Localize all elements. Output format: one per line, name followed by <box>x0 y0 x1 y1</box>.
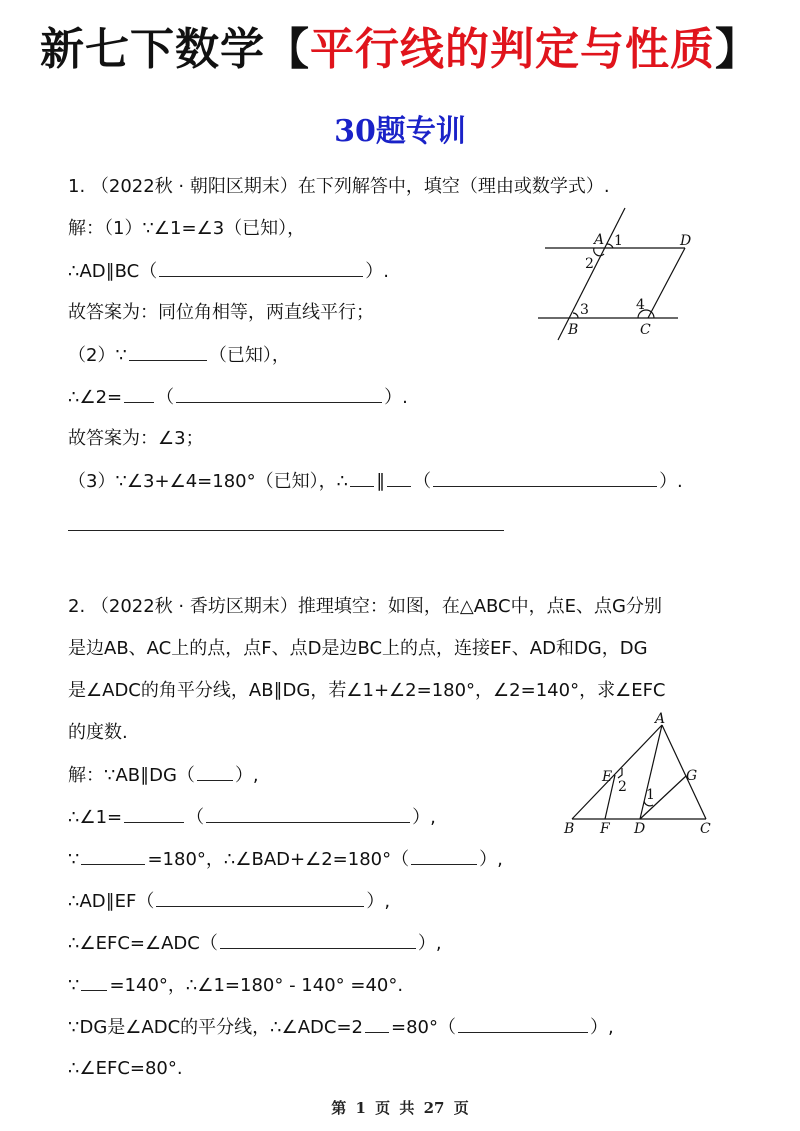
p2-line-2-end: ）, <box>412 807 436 828</box>
figure2-label-1: 1 <box>646 787 655 803</box>
p2-answer-blank-7[interactable] <box>220 930 416 949</box>
p1-answer-blank-reason-2[interactable] <box>176 384 382 403</box>
p2-answer-blank-3[interactable] <box>206 804 410 823</box>
problem2-stem-3: 是∠ADC的角平分线，AB∥DG，若∠1+∠2=180°，∠2=140°，求∠EFC <box>68 680 666 701</box>
p2-answer-blank-9[interactable] <box>365 1014 389 1033</box>
p2-answer-blank-5[interactable] <box>411 846 477 865</box>
p2-line-5 <box>68 930 442 957</box>
p2-line-2 <box>68 804 436 831</box>
p1-line-7-mid: （ <box>413 471 432 492</box>
problem2-triangle-figure <box>550 705 730 840</box>
p1-line-7-text: （3）∵∠3+∠4=180°（已知），∴ <box>68 471 349 492</box>
p2-line-1-text: 解：∵AB∥DG（ <box>68 765 195 786</box>
p1-answer-blank-reason-3[interactable] <box>433 468 657 487</box>
p1-line-4 <box>68 342 290 369</box>
p2-line-6-text: ∵ <box>68 975 80 996</box>
p2-line-6 <box>68 972 403 999</box>
p1-line-5 <box>68 384 408 411</box>
p1-answer-blank-angle[interactable] <box>124 384 154 403</box>
figure1-label-1: 1 <box>614 233 623 249</box>
p1-parallel-sign: ∥ <box>376 471 386 492</box>
problem1-stem: 1. （2022秋 · 朝阳区期末）在下列解答中，填空（理由或数学式）. <box>68 176 610 197</box>
figure1-label-C: C <box>640 322 651 338</box>
figure1-label-A: A <box>594 232 605 248</box>
p2-line-5-end: ）, <box>417 933 442 954</box>
figure2-label-G: G <box>686 768 698 784</box>
p1-line-2 <box>68 258 389 285</box>
figure1-label-4: 4 <box>636 297 645 313</box>
figure1-label-3: 3 <box>580 302 589 318</box>
problem2-stem-1: 2. （2022秋 · 香坊区期末）推理填空：如图，在△ABC中，点E、点G分别 <box>68 596 662 617</box>
figure2-label-B: B <box>564 821 575 837</box>
p2-line-4 <box>68 888 390 915</box>
problem2-stem-4: 的度数. <box>68 722 128 743</box>
p2-line-2-text: ∴∠1= <box>68 807 123 828</box>
problem2-stem-2: 是边AB、AC上的点，点F、点D是边BC上的点，连接EF、AD和DG，DG <box>68 638 648 659</box>
p2-answer-blank-8[interactable] <box>81 972 107 991</box>
figure2-label-C: C <box>700 821 711 837</box>
p1-line-2-end: ）. <box>365 261 389 282</box>
p2-answer-blank-6[interactable] <box>156 888 364 907</box>
p2-line-3-mid: =180°，∴∠BAD+∠2=180°（ <box>147 849 410 870</box>
p1-line-5-mid: （ <box>156 387 175 408</box>
p2-line-3-text: ∵ <box>68 849 80 870</box>
document-subtitle: 30题专训 <box>334 114 466 149</box>
p2-line-3 <box>68 846 503 873</box>
p2-answer-blank-10[interactable] <box>458 1014 588 1033</box>
p2-line-5-text: ∴∠EFC=∠ADC（ <box>68 933 218 954</box>
figure1-label-D: D <box>680 233 692 249</box>
p1-answer-blank-given-2[interactable] <box>129 342 207 361</box>
p2-line-6-end: =140°，∴∠1=180° - 140° =40°. <box>109 975 404 996</box>
p1-line-4-end: （已知）， <box>208 345 290 366</box>
p1-answer-blank-line-1[interactable] <box>350 468 374 487</box>
p2-line-7 <box>68 1014 614 1041</box>
p2-line-8: ∴∠EFC=80°. <box>68 1058 183 1079</box>
p2-line-4-text: ∴AD∥EF（ <box>68 891 155 912</box>
p1-answer-blank-continuation[interactable] <box>68 530 504 531</box>
p2-answer-blank-1[interactable] <box>197 762 233 781</box>
p1-line-2-text: ∴AD∥BC（ <box>68 261 158 282</box>
p1-line-5-end: ）. <box>384 387 408 408</box>
p1-answer-blank-reason-1[interactable] <box>159 258 363 277</box>
p2-line-7-end: ）, <box>590 1017 614 1038</box>
p1-line-7 <box>68 468 683 495</box>
p2-answer-blank-2[interactable] <box>124 804 184 823</box>
figure1-label-B: B <box>568 322 579 338</box>
p1-line-4-text: （2）∵ <box>68 345 127 366</box>
figure2-label-2: 2 <box>618 779 627 795</box>
p2-line-3-end: ）, <box>479 849 503 870</box>
p1-answer-blank-line-2[interactable] <box>387 468 411 487</box>
p2-answer-blank-4[interactable] <box>81 846 145 865</box>
figure2-label-D: D <box>634 821 646 837</box>
problem1-parallelogram-figure <box>530 200 710 350</box>
figure1-label-2: 2 <box>585 256 594 272</box>
title-bracket-open: 【 <box>265 24 310 75</box>
p1-line-7-end: ）. <box>659 471 683 492</box>
p2-line-7-text: ∵DG是∠ADC的平分线，∴∠ADC=2 <box>68 1017 364 1038</box>
figure2-label-E: E <box>602 769 613 785</box>
p2-line-1 <box>68 762 259 789</box>
p1-line-5-text: ∴∠2= <box>68 387 123 408</box>
p1-line-3: 故答案为：同位角相等，两直线平行； <box>68 302 374 323</box>
p1-line-1: 解：（1）∵∠1=∠3（已知）， <box>68 218 306 239</box>
p2-line-7-mid: =80°（ <box>391 1017 457 1038</box>
p2-line-1-end: ）, <box>234 765 259 786</box>
title-bracket-close: 】 <box>715 24 760 75</box>
p1-line-6: 故答案为：∠3； <box>68 428 204 449</box>
title-prefix: 新七下数学 <box>40 24 265 75</box>
figure2-label-F: F <box>600 821 610 837</box>
p2-line-4-end: ）, <box>366 891 391 912</box>
p2-line-2-mid: （ <box>186 807 205 828</box>
document-title <box>0 20 800 80</box>
title-topic: 平行线的判定与性质 <box>310 24 715 75</box>
page-number-footer: 第 1 页 共 27 页 <box>331 1099 469 1117</box>
figure2-label-A: A <box>655 711 666 727</box>
